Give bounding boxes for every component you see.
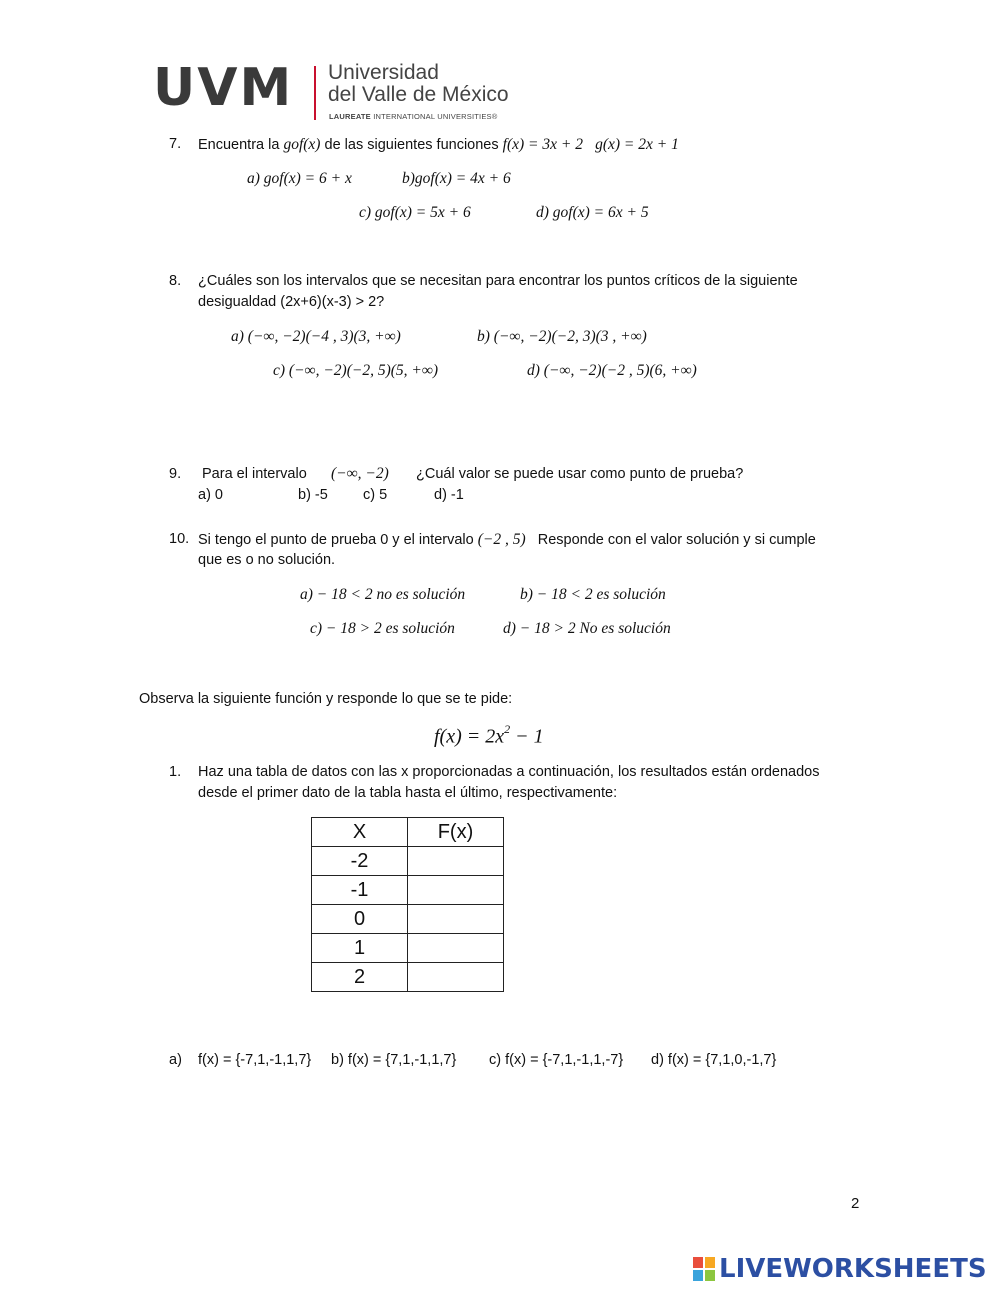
q8-option-c[interactable]: c) (−∞, −2)(−2, 5)(5, +∞) xyxy=(273,362,439,379)
q1-prompt-line1: Haz una tabla de datos con las x proporcionadas a continuación, los resultados están ordenados xyxy=(198,764,820,780)
q1-option-d[interactable]: d) f(x) = {7,1,0,-1,7} xyxy=(651,1052,777,1068)
q1-prompt-line2: desde el primer dato de la tabla hasta el último, respectivamente: xyxy=(198,785,618,801)
table-row xyxy=(312,963,504,992)
table-cell-x: -1 xyxy=(312,876,408,905)
function-display: $f(x) = 2x^2 - 1$ xyxy=(434,722,544,748)
q10-option-a[interactable]: a) − 18 < 2 no es solución xyxy=(300,586,466,603)
q8-option-b[interactable]: b) (−∞, −2)(−2, 3)(3 , +∞) xyxy=(477,328,647,345)
q9-prompt-a: Para el intervalo xyxy=(202,466,307,482)
section-intro: Observa la siguiente función y responde lo que se te pide: xyxy=(139,691,513,707)
logo-divider xyxy=(314,66,316,120)
table-cell-fx[interactable] xyxy=(408,905,504,934)
table-cell-x: -2 xyxy=(312,847,408,876)
q9-number: 9. xyxy=(169,466,182,482)
table-row xyxy=(312,934,504,963)
laureate-network: LAUREATE INTERNATIONAL UNIVERSITIES® xyxy=(329,112,498,121)
logo-square xyxy=(705,1257,715,1268)
q9-option-c[interactable]: c) 5 xyxy=(363,487,388,503)
q10-option-c[interactable]: c) − 18 > 2 es solución xyxy=(310,620,455,637)
table-cell-fx[interactable] xyxy=(408,963,504,992)
q10-number: 10. xyxy=(169,531,190,547)
q10-prompt-line1: Si tengo el punto de prueba 0 y el intervalo (−2 , 5) Responde con el valor solución y si cumple xyxy=(198,531,816,548)
q9-option-d[interactable]: d) -1 xyxy=(434,487,464,503)
table-row xyxy=(312,905,504,934)
table-cell-x: 0 xyxy=(312,905,408,934)
table-cell-x: 2 xyxy=(312,963,408,992)
q8-number: 8. xyxy=(169,273,182,289)
table-header-fx: F(x) xyxy=(408,818,504,847)
table-cell-fx[interactable] xyxy=(408,934,504,963)
q7-option-a[interactable]: a) gof(x) = 6 + x xyxy=(247,170,352,187)
q8-prompt-line2: desigualdad (2x+6)(x-3) > 2? xyxy=(198,294,385,310)
uvm-logo: UVM xyxy=(153,58,294,118)
q7-prompt: Encuentra la gof(x) de las siguientes funciones f(x) = 3x + 2 g(x) = 2x + 1 xyxy=(198,136,679,153)
liveworksheets-wordmark: LIVEWORKSHEETS xyxy=(719,1254,987,1284)
q8-prompt-line1: ¿Cuáles son los intervalos que se necesitan para encontrar los puntos críticos de la siguiente xyxy=(198,273,798,289)
liveworksheets-icon xyxy=(693,1257,715,1281)
q9-prompt-b: ¿Cuál valor se puede usar como punto de prueba? xyxy=(416,466,744,482)
q10-prompt-line2: que es o no solución. xyxy=(198,552,336,568)
q1-number: 1. xyxy=(169,764,182,780)
table-row xyxy=(312,847,504,876)
table-cell-x: 1 xyxy=(312,934,408,963)
q9-option-a[interactable]: a) 0 xyxy=(198,487,223,503)
logo-square xyxy=(693,1270,703,1281)
q1-option-a[interactable]: f(x) = {-7,1,-1,1,7} xyxy=(198,1052,312,1068)
q9-interval: (−∞, −2) xyxy=(331,465,389,482)
q7-number: 7. xyxy=(169,136,182,152)
table-cell-fx[interactable] xyxy=(408,876,504,905)
table-header-x: X xyxy=(312,818,408,847)
logo-square xyxy=(705,1270,715,1281)
q7-option-c[interactable]: c) gof(x) = 5x + 6 xyxy=(359,204,471,221)
q10-option-d[interactable]: d) − 18 > 2 No es solución xyxy=(503,620,671,637)
q8-option-a[interactable]: a) (−∞, −2)(−4 , 3)(3, +∞) xyxy=(231,328,401,345)
q7-option-d[interactable]: d) gof(x) = 6x + 5 xyxy=(536,204,649,221)
function-table xyxy=(311,817,504,992)
q7-option-b[interactable]: b)gof(x) = 4x + 6 xyxy=(402,170,511,187)
logo-square xyxy=(693,1257,703,1268)
q8-option-d[interactable]: d) (−∞, −2)(−2 , 5)(6, +∞) xyxy=(527,362,697,379)
q1-option-b[interactable]: b) f(x) = {7,1,-1,1,7} xyxy=(331,1052,457,1068)
table-header-row xyxy=(312,818,504,847)
table-cell-fx[interactable] xyxy=(408,847,504,876)
q1-option-a-label: a) xyxy=(169,1052,182,1068)
liveworksheets-logo xyxy=(693,1254,987,1284)
table-row xyxy=(312,876,504,905)
university-name-line1: Universidad xyxy=(328,61,439,84)
q10-option-b[interactable]: b) − 18 < 2 es solución xyxy=(520,586,666,603)
q9-option-b[interactable]: b) -5 xyxy=(298,487,328,503)
page-number: 2 xyxy=(851,1195,860,1212)
university-name-line2: del Valle de México xyxy=(328,83,509,106)
q1-option-c[interactable]: c) f(x) = {-7,1,-1,1,-7} xyxy=(489,1052,624,1068)
